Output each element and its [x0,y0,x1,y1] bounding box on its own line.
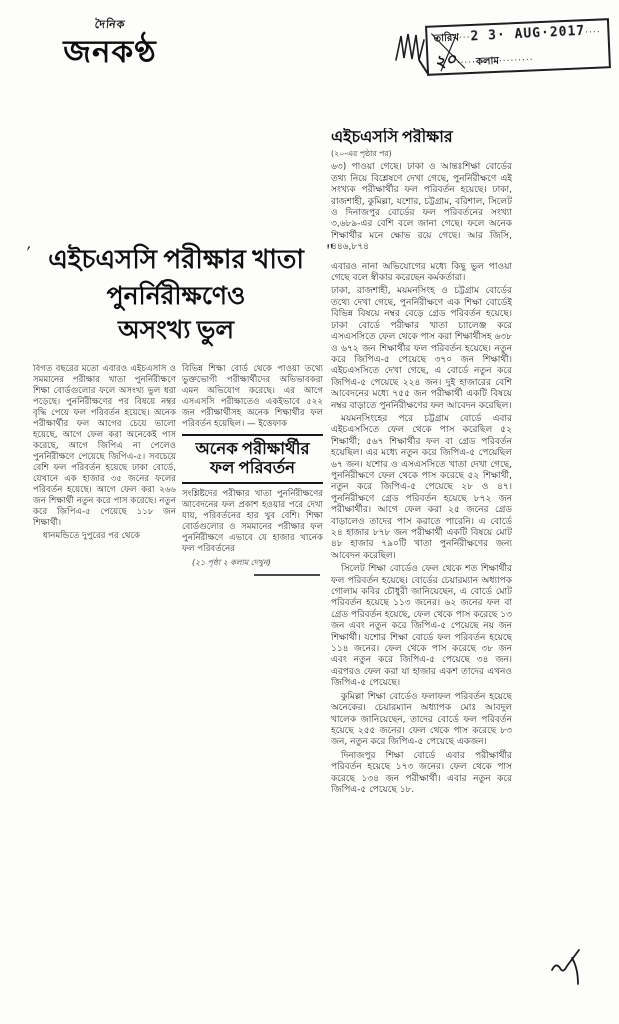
jump-to-page-note: (২১ পৃষ্ঠা ২ কলাম দেখুন) [192,558,271,567]
handwritten-close-quote-mark: ″ [324,239,336,261]
right-column-paragraph: দিনাজপুর শিক্ষা বোর্ডে এবার পরীক্ষার্থীর পরিবর্তন হয়েছে ১৭৩ জনের। ফেল থেকে পাস করেছে ১৩৪ জন পরীক্ষার্থী। এবার নতুন করে জিপিএ-৫ পেয়েছে ১৮. [331,750,512,795]
right-column-paragraph: কুমিল্লা শিক্ষা বোর্ডেও ফলাফল পরিবর্তন হয়েছে অনেকের। চেয়ারম্যান অধ্যাপক মোঃ আবদুল খালেক জানিয়েছেন, তাদের বোর্ডে ফল পরিবর্তন হয়েছে ২৫৫ জনের। ফেল থেকে পাস করেছে ৮৩ জন, নতুন করে জিপিএ-৫ পেয়েছে একজন। [331,691,512,748]
right-column-paragraph: ঢাকা, রাজশাহী, ময়মনসিংহ ও চট্টগ্রাম বোর্ডের তথ্যে দেখা গেছে, পুনর্নিরীক্ষণে এক শিক্ষা বোর্ডেই বিভিন্ন বিষয়ে নম্বর বেড়ে গ্রেড পরিবর্তন হয়েছে। ঢাকা বোর্ডে পরীক্ষার খাতা চ্যালেঞ্জ করে এসএসসিতে ফেল থেকে পাস করা শিক্ষার্থীসহ ৬৩৮ ও ৬৭২ জন শিক্ষার্থীর ফল পরিবর্তন হয়েছে। নতুন করে জিপিএ-৫ পেয়েছে ৩৭০ জন শিক্ষার্থী। এইচএসসিতে দেখা গেছে, এ বোর্ডে নতুন করে জিপিএ-৫ পেয়েছে ২২৪ জন। দুই হাজারের বেশি আবেদনের মধ্যে ৭৫৫ জন পরীক্ষার্থী একটি বিষয়ে নম্বর বাড়াতে পুনর্নিরীক্ষণের ফল আবেদন করেছিল। [331,286,512,411]
masthead-title: জনকণ্ঠ [63,34,157,69]
right-column-paragraph: সিলেট শিক্ষা বোর্ডেও ফেল থেকে শত শিক্ষার্থীর ফল পরিবর্তন হয়েছে। বোর্ডের চেয়ারম্যান অধ্যাপক গোলাম কবির চৌধুরী জানিয়েছেন, এ বোর্ডে মোট পরিবর্তন হয়েছে ১১৩ জনের। ৬২ জনের ফল বা গ্রেড পরিবর্তন হয়েছে, ফেল থেকে পাস করেছে ১৩ জন এবং নতুন করে জিপিএ-৫ পেয়েছে নয় জন শিক্ষার্থী। যশোর শিক্ষা বোর্ডে ফল পরিবর্তন হয়েছে ১১৪ জনের। ফেল থেকে পাস করেছে ৩৮ জন এবং নতুন করে জিপিএ-৫ পেয়েছে ৩৪ জন। এরপরও ফেল করা যা হাজার একশ তাদের এখনও জিপিএ-৫ পেয়েছে। [331,564,512,689]
handwritten-checkmark-icon [548,948,588,990]
headline-line3: অসংখ্য ভুল [117,317,235,344]
column-end-rule [254,574,320,576]
continuation-headline: এইচএসসি পরীক্ষার [331,129,453,146]
left-column-paragraph: বিগত বছরের মতো এবারও এইচএসসি ও সমমানের পরীক্ষার খাতা পুনর্নিরীক্ষণে শিক্ষা বোর্ডগুলোর ফলে অসংখ্য ভুল ধরা পড়েছে। পুনর্নিরীক্ষণের পর বিষয়ে নম্বর বৃদ্ধি পেয়ে ফল পরিবর্তন হয়েছে। অনেক পরীক্ষার্থীর ফল আগের চেয়ে ভালো হয়েছে, আগে ফেল করা অনেকেই পাস করেছে, আগে জিপিএ না পেলেও পুনর্নিরীক্ষণে পেয়েছে জিপিএ-৫। সবচেয়ে বেশি ফল পরিবর্তন হয়েছে ঢাকা বোর্ডে, যেখানে এক হাজার ৩৫ জনের ফলের পরিবর্তন হয়েছে। আগে ফেল করা ২৬৬ জন শিক্ষার্থী নতুন করে পাস করেছে। নতুন করে জিপিএ-৫ পেয়েছে ১১৮ জন শিক্ষার্থী। [33,364,176,528]
stamp-leader1: ··· [458,32,471,44]
right-column-paragraph: ময়মনসিংহের পরে চট্টগ্রাম বোর্ডে এবার এইচএসসিতে ফেল থেকে পাস করেছিল ৫২ শিক্ষার্থী; ৫৬৭ শিক্ষার্থীর ফল বা গ্রেড পরিবর্তন হয়েছিল। এর মধ্যে নতুন করে জিপিএ-৫ পেয়েছিল ৬৭ জন। যশোর ও এসএসসিতে খাতা দেখা গেছে, পুনর্নিরীক্ষণে ফেল থেকে পাস করেছে ৫২ শিক্ষার্থী, নতুন করে জিপিএ-৫ পেয়েছে ২৮ ও ৪৭। পুনর্নিরীক্ষণে গ্রেড পরিবর্তন হয়েছে ৮৭২ জন পরীক্ষার্থীর। আগে ফেল করা ২৫ জনের গ্রেড বাড়ালেও তাদের পাস করাতে পারেনি। এ বোর্ডে ২৪ হাজার ৮৭৮ জন পরীক্ষার্থী একটি বিষয়ে মোট ৪৮ হাজার ৭৯০টি খাতা পুনর্নিরীক্ষণের জন্য আবেদন করেছিল। [331,413,512,561]
article-column-continuation [331,128,512,968]
subheadline-line1: অনেক পরীক্ষার্থীর [195,439,310,458]
subheadline-box [182,434,323,484]
right-column-paragraph: ৬৩) পাওয়া গেছে। ঢাকা ও আন্তঃশিক্ষা বোর্ডের তথ্য নিয়ে বিশ্লেষণে দেখা গেছে, পুনর্নিরীক্ষণে এই সংখ্যক পরীক্ষার্থীর ফল পরিবর্তন হয়েছে। ঢাকা, রাজশাহী, কুমিল্লা, যশোর, চট্টগ্রাম, বরিশাল, সিলেট ও দিনাজপুর বোর্ডের ফল পরিবর্তনের সংখ্যা ৩,৬৮৯-এর বেশি বলে জানা গেছে। ফলে অনেক শিক্ষার্থীর মনে ক্ষোভ রয়ে গেছে। আর জিসি, ৪৪৬,৮৭৪ [331,162,512,253]
stamp-handwritten-number: ২০ [432,49,459,73]
middle-column-top-paragraph: বিভিন্ন শিক্ষা বোর্ড থেকে পাওয়া তথ্যে ভুক্তভোগী পরীক্ষার্থীদের অভিভাবকরা এমন অভিযোগ করেছে। এর আগে এসএসসি পরীক্ষাতেও একইভাবে ৫২২ জন পরীক্ষার্থীসহ অনেক শিক্ষার্থীর ফল পরিবর্তন হয়েছিল। — ইত্তেফাক [182,364,323,429]
middle-column-bottom-paragraph: সংশ্লিষ্টদের পরীক্ষার খাতা পুনর্নিরীক্ষণের আবেদনের ফল প্রকাশ হওয়ার পরে দেখা যায়, পরিবর্তনের হার খুব বেশি। শিক্ষা বোর্ডগুলোর ও সমমানের পরীক্ষার ফল পুনর্নিরীক্ষণে এভাবে যে হাজার খানেক ফল পরিবর্তনের [182,489,323,554]
stamp-leader2: ···· [584,27,601,39]
article-headline [23,239,336,348]
left-column-paragraph: ধানমন্ডিতে দুপুরের পর থেকে [43,531,140,541]
article-column-left [33,364,176,564]
stamp-date-value: 2 3· AUG·2017 [470,23,586,45]
headline-line2: পুনর্নিরীক্ষণেও [106,283,246,310]
headline-line1-text: এইচএসসি পরীক্ষার খাতা [48,245,304,274]
subheadline-line2: ফল পরিবর্তন [210,458,295,477]
stamp-column-label: কলাম [475,55,500,68]
stamp-leader3: ····· [456,57,477,69]
masthead-tagline: দৈনিক [94,19,126,31]
stamp-date-label: তারিখ [433,32,460,45]
article-column-middle [182,364,323,576]
date-stamp-box [425,18,611,76]
right-column-paragraph: এবারও নানা অভিযোগের মধ্যে কিছু ভুল পাওয়া গেছে বলে স্বীকার করেছেন কর্মকর্তারা। [331,261,512,284]
newspaper-masthead [50,16,170,69]
stamp-leader4: ········· [498,55,534,67]
continued-from-note: (২০-এর পৃষ্ঠার পর) [331,149,392,158]
handwritten-open-quote-mark: ′ [23,241,32,263]
headline-line1 [23,239,336,280]
